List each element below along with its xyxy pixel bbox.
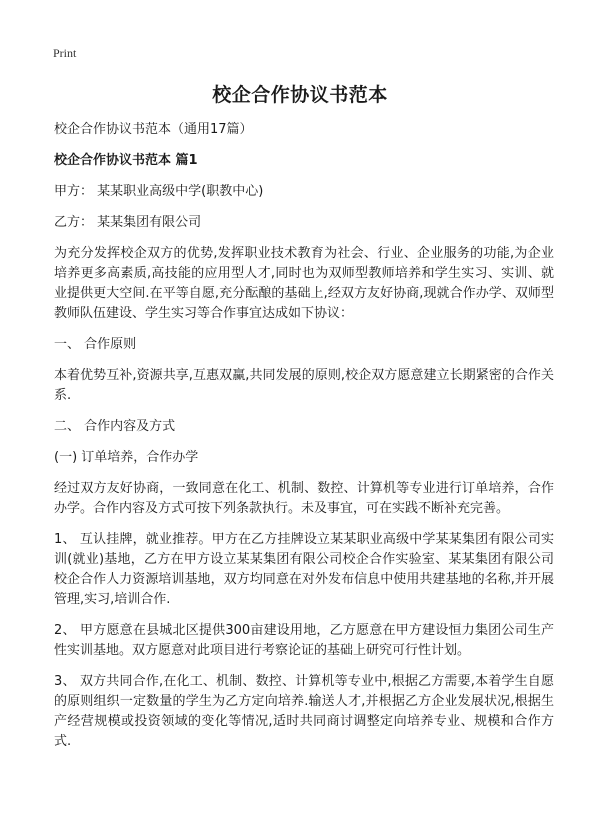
order-training-paragraph: 经过双方友好协商，一致同意在化工、机制、数控、计算机等专业进行订单培养，合作办学。合作内容及方式可按下列条款执行。未及事宜，可在实践不断补充完善。 [54, 481, 554, 516]
clause-3: 3、 双方共同合作,在化工、机制、数控、计算机等专业中,根据乙方需要,本着学生自愿的原则组织一定数量的学生为乙方定向培养.输送人才,并根据乙方企业发展状况,根据生产经营规模或投资领域的变化等情况,适时共同商讨调整定向培养专业、规模和合作方式. [54, 674, 554, 749]
document-subtitle: 校企合作协议书范本（通用17篇） [54, 122, 253, 137]
heading-cooperation-principles: 一、 合作原则 [54, 337, 137, 352]
document-title: 校企合作协议书范本 [212, 84, 388, 106]
section-heading: 校企合作协议书范本 篇1 [54, 153, 198, 168]
document-body [54, 120, 554, 763]
clause-1: 1、 互认挂牌，就业推荐。甲方在乙方挂牌设立某某职业高级中学某某集团有限公司实训(就业)基地，乙方在甲方设立某某集团有限公司校企合作实验室、某某集团有限公司校企合作人力资源培训基地，双方均同意在对外发布信息中使用共建基地的名称,并开展管理,实习,培训合作. [54, 532, 554, 607]
intro-paragraph: 为充分发挥校企双方的优势,发挥职业技术教育为社会、行业、企业服务的功能,为企业培养更多高素质,高技能的应用型人才,同时也为双师型教师培养和学生实习、实训、就业提供更大空间.在平等自愿,充分酝酿的基础上,经双方友好协商,现就合作办学、双师型教师队伍建设、学生实习等合作事宜达成如下协议： [54, 246, 554, 321]
clause-2: 2、 甲方愿意在县城北区提供300亩建设用地，乙方愿意在甲方建设恒力集团公司生产性实训基地。双方愿意对此项目进行考察论证的基础上研究可行性计划。 [54, 623, 554, 658]
party-b: 乙方： 某某集团有限公司 [54, 215, 202, 230]
print-link[interactable]: Print [53, 46, 77, 60]
heading-order-training: (一) 订单培养，合作办学 [54, 450, 199, 465]
principles-paragraph: 本着优势互补,资源共享,互惠双赢,共同发展的原则,校企双方愿意建立长期紧密的合作关系. [54, 368, 554, 403]
heading-cooperation-content: 二、 合作内容及方式 [54, 419, 176, 434]
party-a: 甲方： 某某职业高级中学(职教中心) [54, 184, 264, 199]
